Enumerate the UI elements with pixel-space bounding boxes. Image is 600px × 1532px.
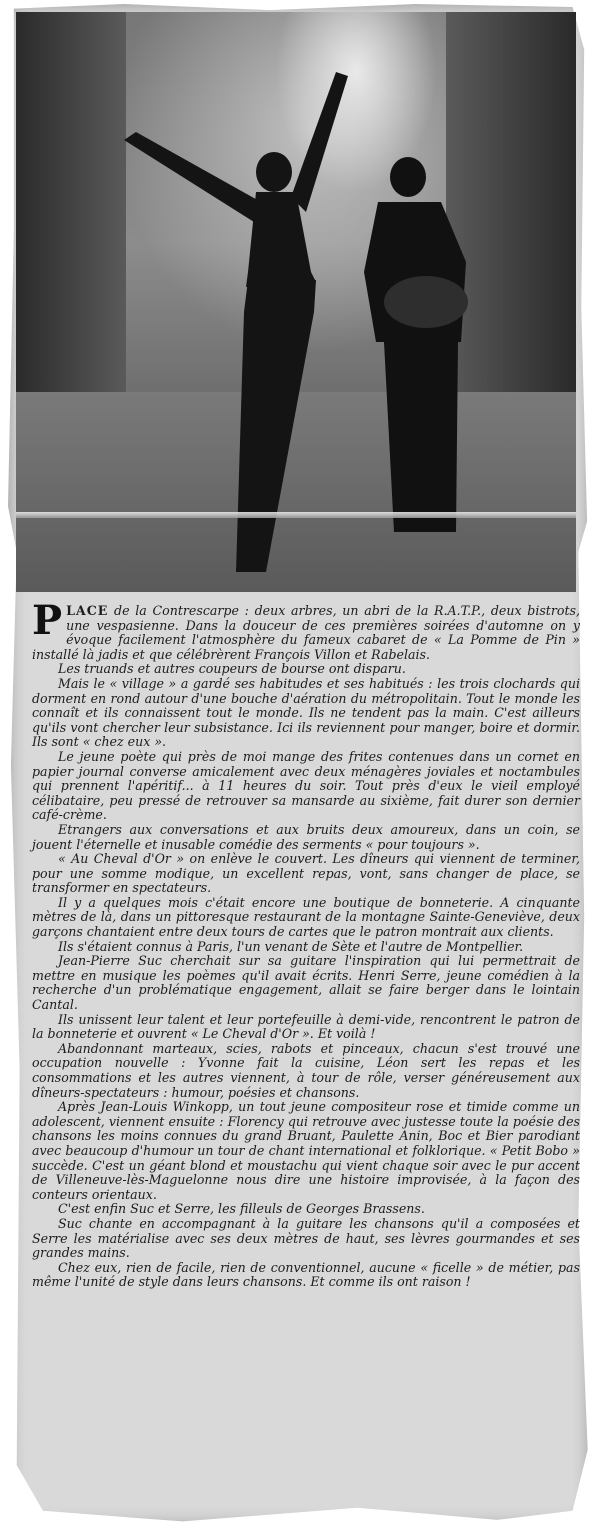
fold-crease [16,512,576,518]
paragraph-8: Ils s'étaient connus à Paris, l'un venant de Sète et l'autre de Montpellier. [58,938,524,954]
paragraph-14: Suc chante en accompagnant à la guitare les chansons qu'il a composées et Serre les matérialise avec ses deux mètres de haut, ses lèvres gourmandes et ses grandes mains. [32,1215,580,1261]
article-photo [16,12,576,592]
drop-cap: P [32,597,63,644]
paragraph-13: C'est enfin Suc et Serre, les filleuls de Georges Brassens. [58,1201,425,1217]
paragraph-10: Ils unissent leur talent et leur portefeuille à demi-vide, rencontrent le patron de la bonneterie et ouvrent « Le Cheval d'Or ». Et voilà ! [32,1011,580,1042]
paragraph-3: Mais le « village » a gardé ses habitudes et ses habitués : les trois clochards qui dorment en rond autour d'une bouche d'aération du métropolitain. Tout le monde les connaît et ils connaissent tout le monde. Ils ne tendent pas la main. C'est ailleurs qu'ils vont chercher leur subsistance. Ici ils reviennent pour manger, boire et dormir. Ils sont « chez eux ». [32,675,580,750]
paragraph-4: Le jeune poète qui près de moi mange des frites contenues dans un cornet en papier journal converse amicalement avec deux ménagères joviales et noctambules qui prennent l'apéritif... à 11 heures du soir. Tout près d'eux le vieil employé célibataire, peu pressé de retrouver sa mansarde au sixième, fait durer son dernier café-crème. [32,748,580,823]
paragraph-12: Après Jean-Louis Winkopp, un tout jeune compositeur rose et timide comme un adolescent, viennent ensuite : Florency qui retrouve avec justesse toute la poésie des chansons les moins connues du grand Bruant, Paulette Anin, Boc et Bier parodiant avec beaucoup d'humour un tour de chant international et folklorique. « Petit Bobo » succède. C'est un géant blond et moustachu qui vient chaque soir avec le pur accent de Villeneuve-lès-Maguelonne nous dire une histoire improvisée, à la façon des conteurs orientaux. [32,1099,580,1202]
paragraph-15: Chez eux, rien de facile, rien de conventionnel, aucune « ficelle » de métier, pas même l'unité de style dans leurs chansons. Et comme ils ont raison ! [32,1259,580,1290]
paragraph-1: de la Contrescarpe : deux arbres, un abri de la R.A.T.P., deux bistrots, une vespasienne. Dans la douceur de ces premières soirées d'automne on y évoque facilement l'atmosphère du fameux cabaret de « La Pomme de Pin » installé là jadis et que célébrèrent François Villon et Rabelais. [32,603,580,662]
paragraph-2: Les truands et autres coupeurs de bourse ont disparu. [58,661,406,677]
left-singer-figure [124,72,348,572]
right-singer-figure [364,157,468,532]
article-text [32,597,580,1290]
paragraph-9: Jean-Pierre Suc cherchait sur sa guitare l'inspiration qui lui permettrait de mettre en musique les poèmes qu'il avait écrits. Henri Serre, jeune comédien à la recherche d'un problématique engagement, allait se faire berger dans le lointain Cantal. [32,953,580,1013]
lead-caps: LACE [66,603,109,618]
singers-figures [16,12,576,592]
paragraph-6: « Au Cheval d'Or » on enlève le couvert. Les dîneurs qui viennent de terminer, pour une somme modique, un excellent repas, vont, sans changer de place, se transformer en spectateurs. [32,851,580,896]
paragraph-11: Abandonnant marteaux, scies, rabots et pinceaux, chacun s'est trouvé une occupation nouvelle : Yvonne fait la cuisine, Léon sert les repas et les consommations et les autres viennent, à tour de rôle, verser généreusement aux dîneurs-spectateurs : humour, poésies et chansons. [32,1040,580,1100]
paragraph-5: Etrangers aux conversations et aux bruits deux amoureux, dans un coin, se jouent l'éternelle et inusable comédie des serments « pour toujours ». [32,821,580,852]
lead-paragraph [32,597,580,662]
paragraph-7: Il y a quelques mois c'était encore une boutique de bonneterie. A cinquante mètres de là, dans un pittoresque restaurant de la montagne Sainte-Geneviève, deux garçons chantaient entre deux tours de cartes que le patron montrait aux clients. [32,894,580,940]
